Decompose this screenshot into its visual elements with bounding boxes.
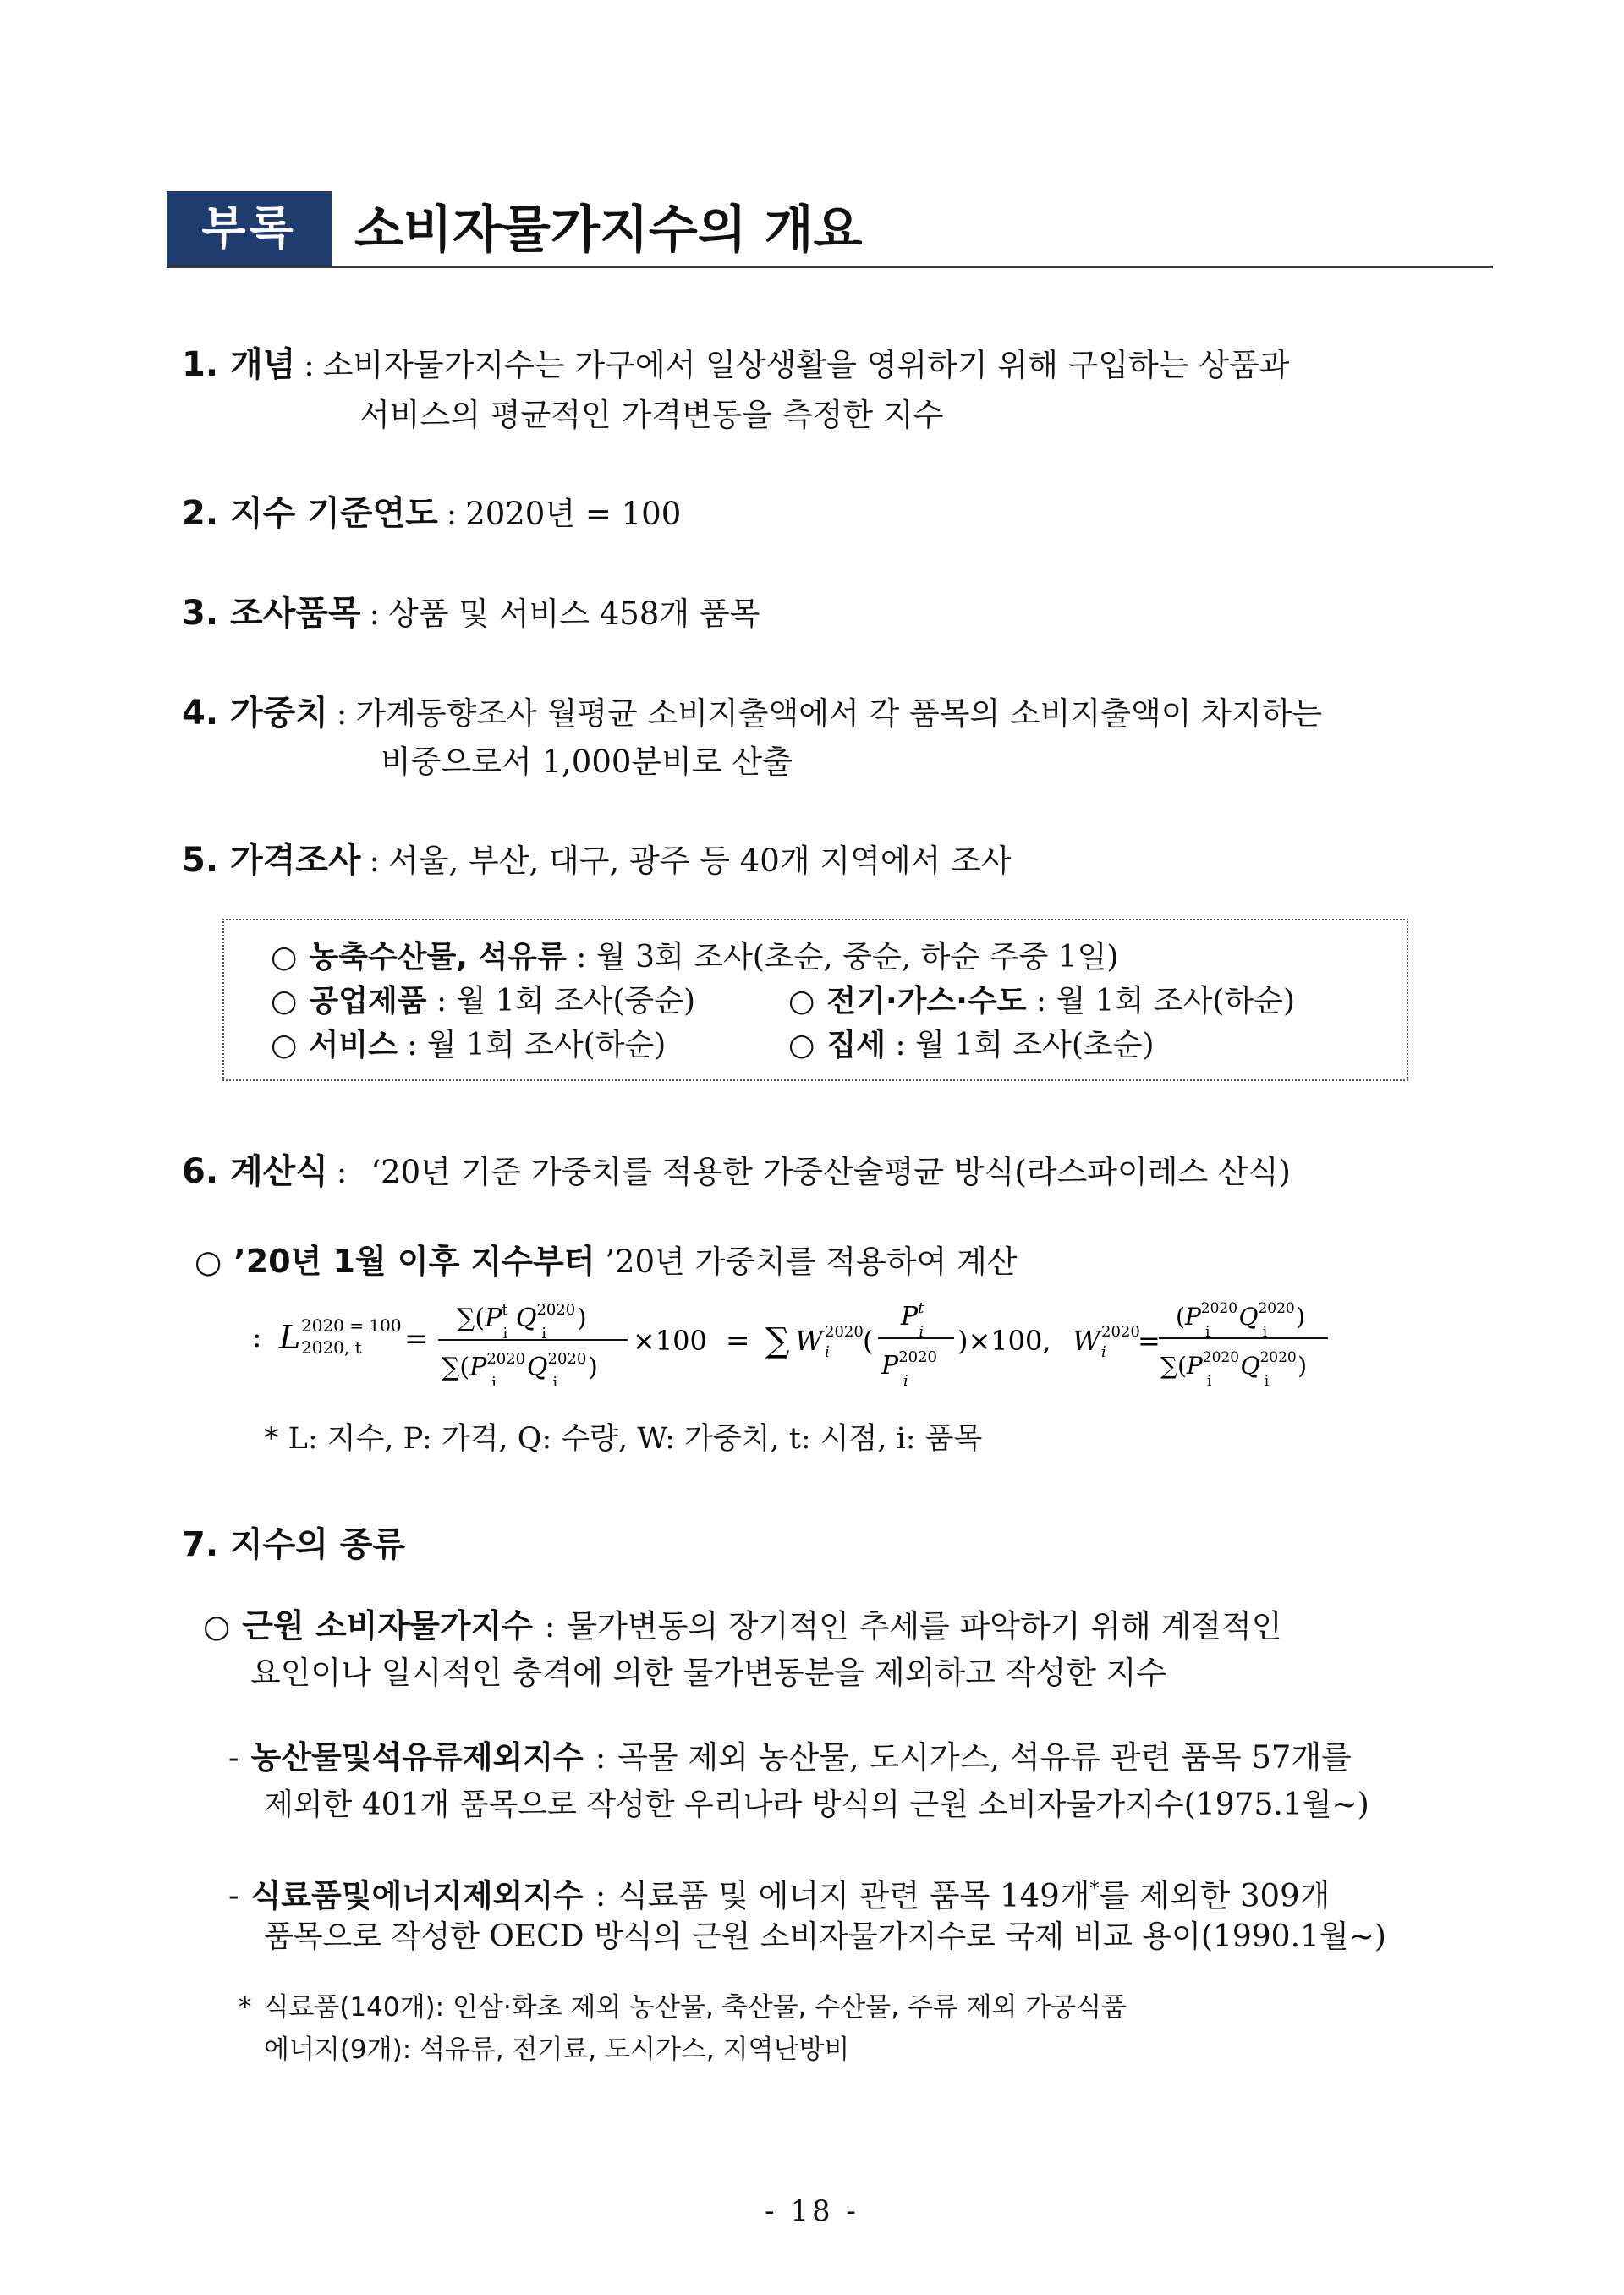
index-excl-food-energy-text-b: 를 제외한 309개: [1099, 1877, 1330, 1914]
section-4: [182, 689, 1322, 738]
survey-label: 농축수산물, 석유류: [309, 940, 567, 975]
footnote-energy: 에너지(9개): 석유류, 전기료, 도시가스, 지역난방비: [264, 2034, 850, 2065]
section-6-body: ‘20년 기준 가중치를 적용한 가중산술평균 방식(라스파이레스 산식): [370, 1154, 1291, 1190]
section-7: [182, 1520, 405, 1570]
formula-W-def-sup: 2020: [1101, 1323, 1140, 1341]
index-excl-food-energy-label: 식료품및에너지제외지수: [250, 1877, 584, 1914]
calc-label: ’20년 1월 이후 지수부터: [233, 1243, 595, 1280]
formula-Pt: $P^t$ i: [901, 1299, 924, 1341]
section-1-heading: 1. 개념: [182, 345, 296, 384]
formula-times100-1: ×100: [633, 1325, 707, 1357]
section-4-heading: 4. 가중치: [182, 694, 328, 733]
laspeyres-formula: [245, 1284, 1345, 1386]
page-number: - 18 -: [765, 2194, 859, 2228]
formula-lead: :: [252, 1320, 262, 1354]
index-excl-food-energy-line2: 품목으로 작성한 OECD 방식의 근원 소비자물가지수로 국제 비교 용이(1990.1월~): [264, 1919, 1386, 1954]
dash-icon: -: [228, 1877, 239, 1914]
survey-text: : 월 1회 조사(초순): [895, 1028, 1155, 1062]
section-6-heading: 6. 계산식: [182, 1152, 328, 1191]
index-excl-food-energy-line1: [228, 1866, 1330, 1919]
formula-sum-num: $\sum(P^t$ i $Q^{2020}$ i): [457, 1301, 587, 1342]
section-3-heading: 3. 조사품목: [182, 594, 361, 633]
survey-row-1: [271, 936, 1118, 980]
formula-equals-3: =: [1138, 1325, 1160, 1357]
section-4-line2: 비중으로서 1,000분비로 산출: [381, 744, 793, 780]
formula-W-def: W: [1073, 1325, 1100, 1357]
calc-note-line: [195, 1237, 1017, 1287]
index-excl-food-energy-text-a: 식료품 및 에너지 관련 품목 149개: [617, 1877, 1090, 1914]
index-excl-agri-oil-text: 곡물 제외 농산물, 도시가스, 석유류 관련 품목 57개를: [617, 1739, 1352, 1776]
index-excl-food-energy-colon: :: [595, 1877, 606, 1914]
core-index-text: 물가변동의 장기적인 추세를 파악하기 위해 계절적인: [567, 1608, 1282, 1644]
section-1-line1: 소비자물가지수는 가구에서 일상생활을 영위하기 위해 구입하는 상품과: [322, 347, 1290, 383]
price-survey-box: [222, 919, 1408, 1081]
formula-w-den: $\sum(P^{2020}$ $iQ^{2020}$ i): [1160, 1349, 1308, 1386]
section-5-colon: :: [369, 843, 380, 879]
section-1: [182, 340, 1290, 390]
formula-equals-1: =: [404, 1322, 429, 1356]
formula-sum-den: $\sum(P^{2020}$ $iQ^{2020}$ i): [442, 1350, 598, 1386]
section-2-body: 2020년 = 100: [465, 496, 682, 532]
section-2-heading: 2. 지수 기준연도: [182, 494, 438, 533]
core-index-label: 근원 소비자물가지수: [242, 1607, 533, 1644]
bullet-icon: ○: [203, 1608, 231, 1644]
section-2: [182, 489, 681, 539]
survey-text: : 월 1회 조사(중순): [436, 984, 696, 1018]
formula-sum-2: ∑: [765, 1321, 790, 1360]
index-excl-agri-oil-colon: :: [595, 1739, 606, 1776]
formula-w-num: ($P^{2020}$ $iQ^{2020}$ i): [1176, 1300, 1306, 1341]
appendix-title-bar: [167, 191, 1493, 268]
survey-text: : 월 1회 조사(하순): [1035, 984, 1295, 1018]
section-6-colon: :: [336, 1154, 348, 1190]
bullet-icon: ○: [195, 1244, 222, 1280]
page-title: 소비자물가지수의 개요: [354, 200, 863, 260]
formula-W-sub: i: [825, 1343, 830, 1361]
formula-W-def-sub: i: [1101, 1343, 1106, 1361]
survey-label: 집세: [826, 1028, 886, 1062]
survey-row-2b: [788, 980, 1295, 1024]
footnote-line1: [239, 1986, 1127, 2029]
formula-paren-open: (: [863, 1325, 874, 1357]
formula-W: W: [795, 1325, 823, 1357]
index-excl-agri-oil-label: 농산물및석유류제외지수: [250, 1739, 584, 1776]
section-5-body: 서울, 부산, 대구, 광주 등 40개 지역에서 조사: [387, 843, 1012, 879]
footnote-food: 식료품(140개): 인삼·화초 제외 농산물, 축산물, 수산물, 주류 제외 가공식품: [263, 1992, 1127, 2023]
bullet-icon: ○: [788, 1028, 815, 1062]
footnote-star: *: [1089, 1879, 1100, 1900]
survey-text: : 월 1회 조사(하순): [407, 1028, 667, 1062]
section-4-colon: :: [336, 695, 348, 732]
section-5: [182, 836, 1012, 886]
survey-row-3a: [271, 1024, 666, 1068]
formula-L-sub: 2020, t: [301, 1337, 362, 1358]
formula-equals-2: =: [726, 1324, 750, 1358]
formula-L-sup: 2020 = 100: [301, 1315, 402, 1336]
footnote-marker: *: [239, 1992, 252, 2023]
core-index-line2: 요인이나 일시적인 충격에 의한 물가변동분을 제외하고 작성한 지수: [250, 1655, 1167, 1691]
survey-label: 서비스: [309, 1028, 398, 1062]
core-index-line1: [203, 1602, 1282, 1650]
section-4-line1: 가계동향조사 월평균 소비지출액에서 각 품목의 소비지출액이 차지하는: [355, 695, 1323, 732]
section-3-colon: :: [369, 596, 380, 632]
formula-svg: [245, 1284, 1345, 1386]
section-1-line2: 서비스의 평균적인 가격변동을 측정한 지수: [359, 397, 944, 433]
survey-label: 전기·가스·수도: [826, 984, 1027, 1018]
index-excl-agri-oil-line2: 제외한 401개 품목으로 작성한 우리나라 방식의 근원 소비자물가지수(1975.1월~): [264, 1787, 1369, 1822]
bullet-icon: ○: [271, 1028, 298, 1062]
core-index-colon: :: [544, 1608, 556, 1644]
survey-label: 공업제품: [309, 984, 427, 1018]
survey-text: : 월 3회 조사(초순, 중순, 하순 주중 1일): [576, 940, 1119, 975]
dash-icon: -: [228, 1739, 239, 1776]
section-2-colon: :: [446, 496, 458, 532]
formula-times100-2: )×100,: [957, 1325, 1051, 1357]
section-6: [182, 1147, 1291, 1197]
formula-L: L: [279, 1319, 301, 1356]
formula-P2020: $P^{2020}$ i: [881, 1348, 937, 1386]
appendix-tag: 부록: [167, 191, 332, 266]
formula-legend: * L: 지수, P: 가격, Q: 수량, W: 가중치, t: 시점, i: 품목: [264, 1422, 983, 1456]
formula-W-sup: 2020: [825, 1323, 864, 1341]
section-3: [182, 589, 760, 639]
section-5-heading: 5. 가격조사: [182, 841, 361, 880]
index-excl-agri-oil-line1: [228, 1734, 1352, 1782]
bullet-icon: ○: [271, 940, 298, 975]
survey-row-3b: [788, 1024, 1155, 1068]
section-1-colon: :: [304, 347, 315, 383]
survey-row-2a: [271, 980, 695, 1024]
calc-text: ’20년 가중치를 적용하여 계산: [605, 1244, 1018, 1280]
section-3-body: 상품 및 서비스 458개 품목: [387, 596, 760, 632]
bullet-icon: ○: [271, 984, 298, 1018]
section-7-heading: 7. 지수의 종류: [182, 1525, 406, 1564]
bullet-icon: ○: [788, 984, 815, 1018]
